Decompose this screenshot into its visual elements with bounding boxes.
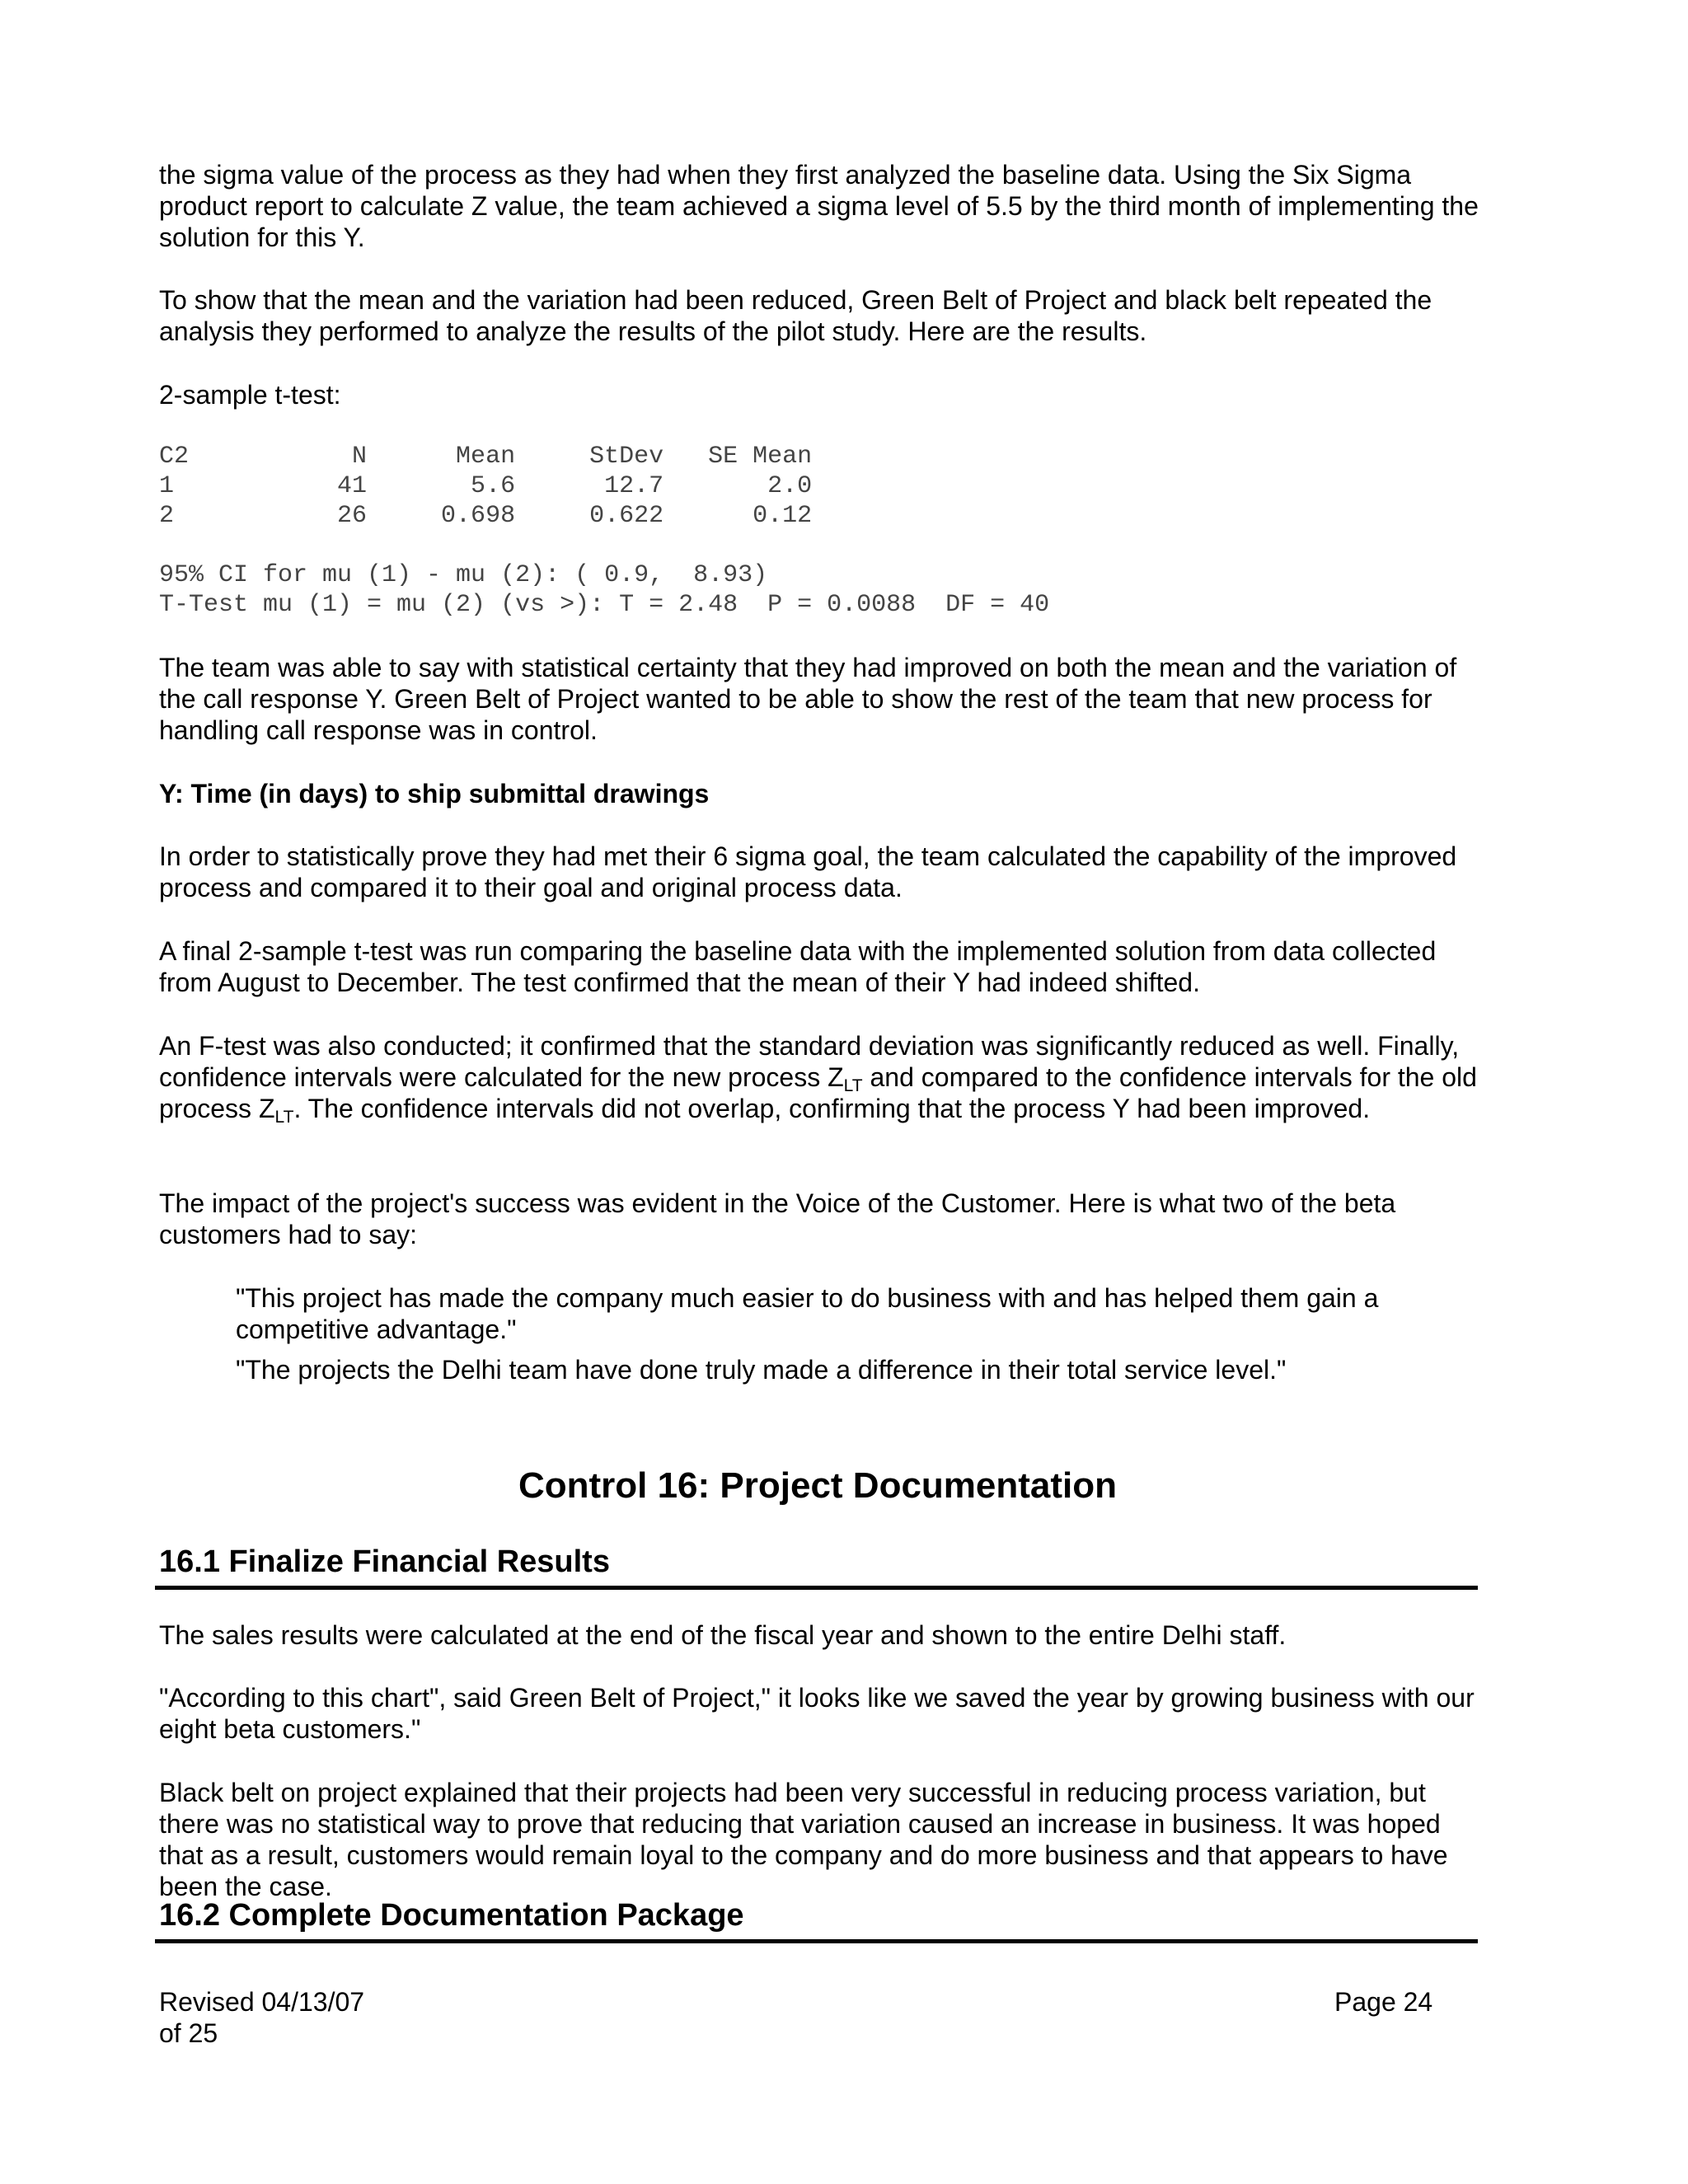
paragraph-sigma: the sigma value of the process as they had when they first analyzed the baseline data. Using the Six Sigma product report to calculate Z value, the team achieved a sigma level of 5.5 by the third month of implementing the solution for this Y. (159, 160, 1479, 252)
section-heading-16-1: 16.1 Finalize Financial Results (159, 1544, 610, 1579)
paragraph-black-belt: Black belt on project explained that their projects had been very successful in reducing process variation, but there was no statistical way to prove that reducing that variation caused an increase in business. It was hoped that as a result, customers would remain loyal to the company and do more business and that appears to have been the case. (159, 1778, 1448, 1901)
section-heading-16-2: 16.2 Complete Documentation Package (159, 1898, 744, 1933)
ttest-ci-line: 95% CI for mu (1) - mu (2): ( 0.9, 8.93) (159, 561, 768, 589)
section-divider (155, 1939, 1478, 1943)
ttest-label: 2-sample t-test: (159, 380, 341, 410)
paragraph-ftest (159, 1030, 1482, 1127)
footer-page-number: Page 24 (1334, 1987, 1433, 2017)
ftest-text: . The confidence intervals did not overlap, confirming that the process Y had been improved. (293, 1094, 1371, 1123)
paragraph-sales: The sales results were calculated at the end of the fiscal year and shown to the entire Delhi staff. (159, 1620, 1287, 1650)
ttest-table-header: C2 N Mean StDev SE Mean (159, 443, 813, 471)
ttest-output (159, 560, 1482, 620)
paragraph-certainty: The team was able to say with statistical certainty that they had improved on both the mean and the variation of the call response Y. Green Belt of Project wanted to be able to show the rest of the team that new process for handling call response was in control. (159, 653, 1457, 745)
control-heading: Control 16: Project Documentation (518, 1465, 1118, 1506)
paragraph-goal: In order to statistically prove they had met their 6 sigma goal, the team calculated the capability of the improved process and compared it to their goal and original process data. (159, 841, 1457, 902)
subscript-lt: LT (274, 1108, 294, 1127)
customer-quote: "This project has made the company much easier to do business with and has helped them gain a competitive advantage." (236, 1283, 1379, 1344)
ttest-table (159, 442, 1482, 531)
section-divider (155, 1586, 1478, 1590)
ftest-text: An F-test was also conducted; it confirmed that the standard deviation was significantly reduced as well. Finally, confidence intervals were calculated for the new process Z (159, 1031, 1460, 1092)
paragraph-voice-of-customer: The impact of the project's success was evident in the Voice of the Customer. Here is what two of the beta customers had to say: (159, 1188, 1396, 1249)
paragraph-chart-quote: "According to this chart", said Green Belt of Project," it looks like we saved the year by growing business with our eight beta customers." (159, 1683, 1475, 1744)
footer-page-total: of 25 (159, 2018, 218, 2048)
y-heading: Y: Time (in days) to ship submittal drawings (159, 779, 710, 808)
customer-quote: "The projects the Delhi team have done truly made a difference in their total service level." (236, 1355, 1287, 1385)
ttest-table-row: 1 41 5.6 12.7 2.0 (159, 472, 813, 500)
ttest-table-row: 2 26 0.698 0.622 0.12 (159, 502, 813, 530)
subscript-lt: LT (843, 1076, 863, 1095)
footer-revised: Revised 04/13/07 (159, 1987, 365, 2017)
ttest-result-line: T-Test mu (1) = mu (2) (vs >): T = 2.48 P = 0.0088 DF = 40 (159, 591, 1050, 619)
ftest-text: and compared to the confidence intervals for the old process Z (159, 1062, 1477, 1123)
paragraph-final-ttest: A final 2-sample t-test was run comparing the baseline data with the implemented solution from data collected from August to December. The test confirmed that the mean of their Y had indeed shifted. (159, 936, 1437, 997)
paragraph-mean-variation: To show that the mean and the variation had been reduced, Green Belt of Project and black belt repeated the analysis they performed to analyze the results of the pilot study. Here are the results. (159, 285, 1432, 346)
